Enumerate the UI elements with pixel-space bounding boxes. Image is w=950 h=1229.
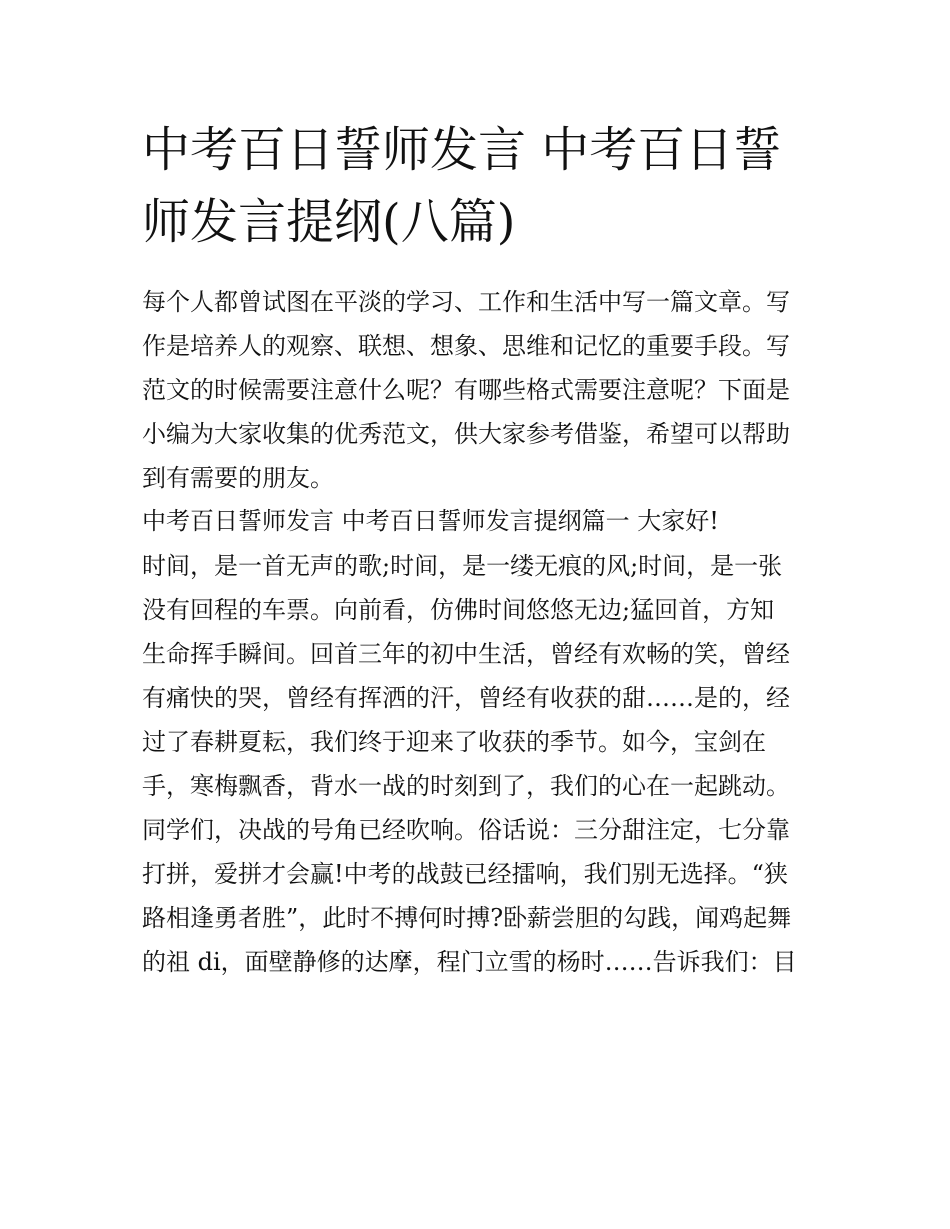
intro-line: 到有需要的朋友。 <box>142 464 334 492</box>
intro-line: 范文的时候需要注意什么呢？有哪些格式需要注意呢？下面是 <box>142 376 790 404</box>
body-paragraph <box>142 544 814 984</box>
title-line-2: 师发言提纲(八篇) <box>142 194 516 250</box>
intro-paragraph <box>142 280 814 500</box>
intro-line: 每个人都曾试图在平淡的学习、工作和生活中写一篇文章。写 <box>142 288 790 316</box>
section-heading: 中考百日誓师发言 中考百日誓师发言提纲篇一 大家好! <box>142 507 719 535</box>
body-line: 时间，是一首无声的歌;时间，是一缕无痕的风;时间，是一张 <box>142 552 783 580</box>
intro-line: 小编为大家收集的优秀范文，供大家参考借鉴，希望可以帮助 <box>142 420 790 448</box>
body-line: 手，寒梅飘香，背水一战的时刻到了，我们的心在一起跳动。 <box>142 772 790 800</box>
body-line: 没有回程的车票。向前看，仿佛时间悠悠无边;猛回首，方知 <box>142 596 775 624</box>
body-line: 路相逢勇者胜”，此时不搏何时搏?卧薪尝胆的勾践，闻鸡起舞 <box>142 904 792 932</box>
document-title <box>142 114 814 258</box>
body-line: 同学们，决战的号角已经吹响。俗话说：三分甜注定，七分靠 <box>142 816 790 844</box>
body-line: 有痛快的哭，曾经有挥洒的汗，曾经有收获的甜……是的，经 <box>142 684 790 712</box>
body-line: 打拼，爱拼才会赢!中考的战鼓已经擂响，我们别无选择。“狭 <box>142 860 788 888</box>
title-line-1: 中考百日誓师发言 中考百日誓 <box>142 122 782 178</box>
document-content <box>142 114 814 984</box>
body-line: 的祖 di，面壁静修的达摩，程门立雪的杨时……告诉我们：目 <box>142 948 797 976</box>
body-line: 过了春耕夏耘，我们终于迎来了收获的季节。如今，宝剑在 <box>142 728 766 756</box>
body-line: 生命挥手瞬间。回首三年的初中生活，曾经有欢畅的笑，曾经 <box>142 640 790 668</box>
intro-line: 作是培养人的观察、联想、想象、思维和记忆的重要手段。写 <box>142 332 790 360</box>
